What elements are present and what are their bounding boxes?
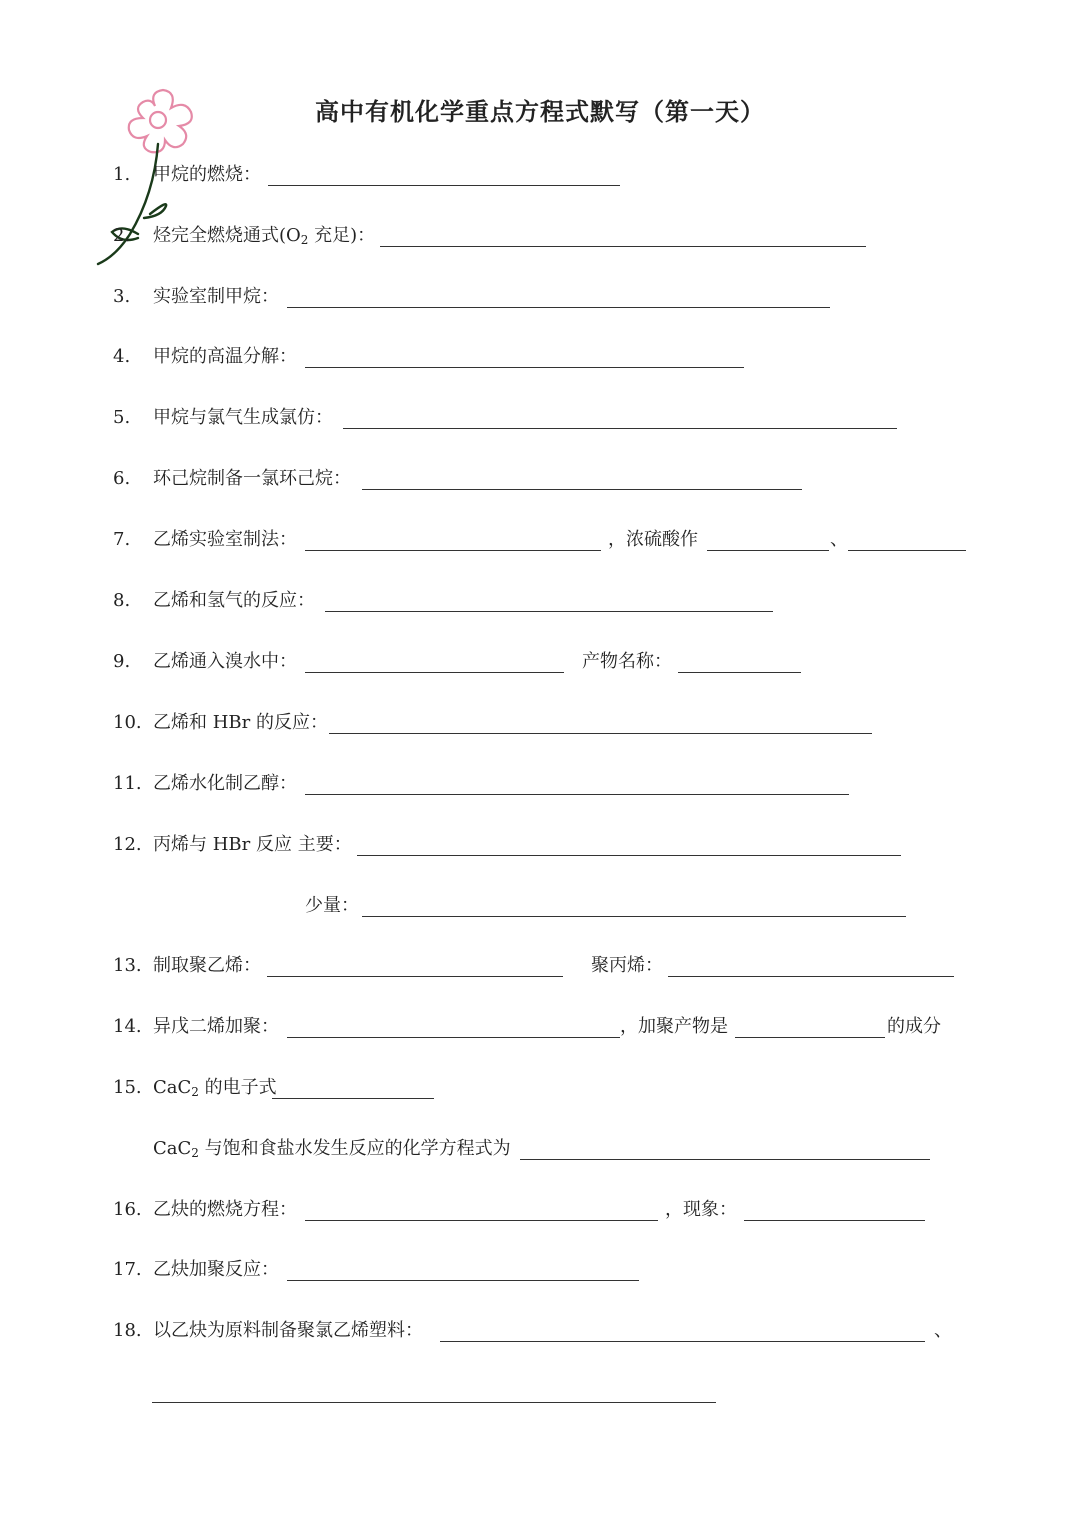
question-15	[0, 1073, 1080, 1103]
answer-blank[interactable]	[380, 221, 866, 247]
question-label: CaC$_2$ 的电子式	[153, 1077, 277, 1099]
question-13	[0, 951, 1080, 981]
answer-blank[interactable]	[268, 160, 620, 186]
separator: 、	[934, 1320, 952, 1341]
answer-blank[interactable]	[329, 708, 872, 734]
answer-blank[interactable]	[152, 1377, 716, 1403]
separator: 、	[830, 529, 848, 550]
question-16	[0, 1195, 1080, 1225]
answer-blank[interactable]	[707, 525, 829, 551]
question-6	[0, 464, 1080, 494]
answer-blank[interactable]	[305, 769, 849, 795]
question-9	[0, 647, 1080, 677]
answer-blank[interactable]	[287, 282, 830, 308]
question-number: 3.	[113, 286, 131, 307]
question-label: 实验室制甲烷：	[153, 286, 279, 307]
question-2	[0, 221, 1080, 251]
answer-blank[interactable]	[678, 647, 801, 673]
question-label: 少量：	[305, 895, 359, 916]
answer-blank[interactable]	[305, 525, 601, 551]
page-title: 高中有机化学重点方程式默写（第一天）	[315, 97, 765, 126]
answer-blank[interactable]	[668, 951, 954, 977]
question-number: 9.	[113, 651, 131, 672]
question-12-minor	[0, 891, 1080, 921]
question-number: 4.	[113, 346, 131, 367]
question-4	[0, 342, 1080, 372]
answer-blank[interactable]	[343, 403, 897, 429]
question-label: 甲烷与氯气生成氯仿：	[153, 407, 333, 428]
question-number: 11.	[113, 773, 142, 794]
question-number: 12.	[113, 834, 142, 855]
question-label: 环己烷制备一氯环己烷：	[153, 468, 351, 489]
question-1	[0, 160, 1080, 190]
answer-blank[interactable]	[287, 1255, 639, 1281]
question-number: 14.	[113, 1016, 142, 1037]
answer-blank[interactable]	[305, 1195, 658, 1221]
question-number: 10.	[113, 712, 142, 733]
question-number: 17.	[113, 1259, 142, 1280]
question-text: 产物名称：	[582, 651, 672, 672]
question-label: 以乙炔为原料制备聚氯乙烯塑料：	[153, 1320, 423, 1341]
question-number: 18.	[113, 1320, 142, 1341]
answer-blank[interactable]	[520, 1134, 930, 1160]
question-number: 16.	[113, 1199, 142, 1220]
question-label: 甲烷的燃烧：	[153, 164, 261, 185]
question-18	[0, 1316, 1080, 1346]
question-label: 乙烯和氢气的反应：	[153, 590, 315, 611]
answer-blank[interactable]	[287, 1012, 620, 1038]
answer-blank[interactable]	[305, 342, 744, 368]
question-18-line2	[0, 1377, 1080, 1407]
question-number: 6.	[113, 468, 131, 489]
question-label: 乙烯实验室制法：	[153, 529, 297, 550]
question-number: 2.	[113, 225, 131, 246]
question-label: 丙烯与 HBr 反应 主要：	[153, 834, 352, 855]
question-text: ，浓硫酸作	[608, 529, 698, 550]
question-label: 乙烯和 HBr 的反应：	[153, 712, 328, 733]
question-number: 15.	[113, 1077, 142, 1098]
question-label: 乙炔加聚反应：	[153, 1259, 279, 1280]
question-label: CaC$_2$ 与饱和食盐水发生反应的化学方程式为	[153, 1138, 511, 1160]
answer-blank[interactable]	[362, 891, 906, 917]
question-11	[0, 769, 1080, 799]
question-number: 7.	[113, 529, 131, 550]
question-label: 乙烯通入溴水中：	[153, 651, 297, 672]
answer-blank[interactable]	[272, 1073, 434, 1099]
question-text: 的成分	[887, 1016, 941, 1037]
question-5	[0, 403, 1080, 433]
question-text: ，现象：	[665, 1199, 737, 1220]
answer-blank[interactable]	[848, 525, 966, 551]
question-number: 8.	[113, 590, 131, 611]
question-10	[0, 708, 1080, 738]
question-number: 13.	[113, 955, 142, 976]
question-number: 1.	[113, 164, 131, 185]
question-15-part2	[0, 1134, 1080, 1164]
question-label: 甲烷的高温分解：	[153, 346, 297, 367]
question-text: 聚丙烯：	[591, 955, 663, 976]
answer-blank[interactable]	[744, 1195, 925, 1221]
question-label: 制取聚乙烯：	[153, 955, 261, 976]
question-label: 烃完全燃烧通式($O_2$ 充足)：	[153, 225, 376, 247]
question-text: ，加聚产物是	[620, 1016, 728, 1037]
question-number: 5.	[113, 407, 131, 428]
answer-blank[interactable]	[735, 1012, 885, 1038]
question-7	[0, 525, 1080, 555]
question-label: 异戊二烯加聚：	[153, 1016, 279, 1037]
answer-blank[interactable]	[325, 586, 773, 612]
question-label: 乙炔的燃烧方程：	[153, 1199, 297, 1220]
answer-blank[interactable]	[305, 647, 564, 673]
answer-blank[interactable]	[357, 830, 901, 856]
answer-blank[interactable]	[267, 951, 563, 977]
answer-blank[interactable]	[362, 464, 802, 490]
question-14	[0, 1012, 1080, 1042]
answer-blank[interactable]	[440, 1316, 925, 1342]
question-17	[0, 1255, 1080, 1285]
question-8	[0, 586, 1080, 616]
question-3	[0, 282, 1080, 312]
question-12	[0, 830, 1080, 860]
question-label: 乙烯水化制乙醇：	[153, 773, 297, 794]
